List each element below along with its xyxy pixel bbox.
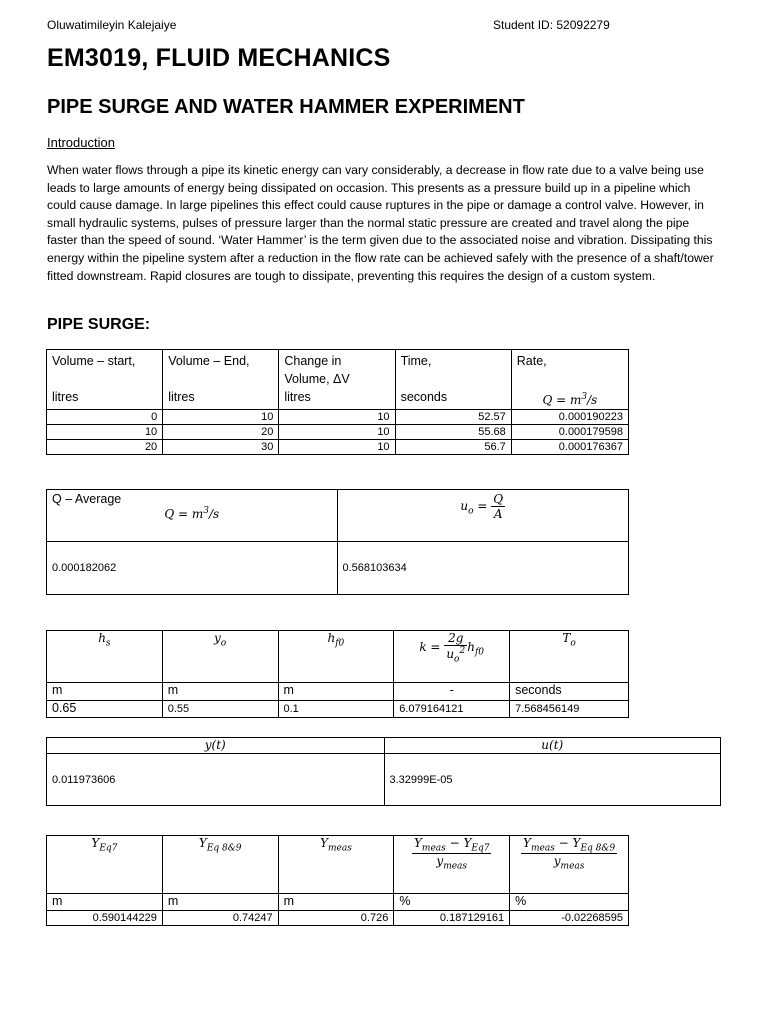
unit-cell: m	[162, 894, 278, 911]
y-t-value: 0.011973606	[47, 754, 385, 806]
table-cell: 0.000176367	[511, 440, 628, 455]
page-title: EM3019, FLUID MECHANICS	[47, 44, 391, 72]
col-rate	[511, 350, 628, 410]
error-eq89-header: $\frac{Y_{meas} - Y_{Eq 8\&9}}{y_{meas}}$	[510, 836, 629, 894]
value-cell: 0.726	[278, 911, 394, 926]
table-cell: 10	[279, 440, 395, 455]
u-t-value: 3.32999E-05	[384, 754, 721, 806]
hf0-header: $h_{f0}$	[278, 631, 394, 683]
intro-paragraph: When water flows through a pipe its kinetic energy can vary considerably, a decrease in flow rate due to a valve being use leads to large amounts of energy being dissipated on occasion. This presents as a pressure build up in a pipeline which could cause damage. In large pipelines this effect could cause ruptures in the pipe or damage a control valve. However, in small hydraulic systems, pulses of pressure larger than the normal static pressure are created and travel along the pipe faster than the speed of sound. ‘Water Hammer’ is the term given due to the associated noise and vibration. Dissipating this energy within the pipeline system after a reduction in the flow rate can be achieved safely with the presence of a shaft/tower fitted downstream. Rapid closures are tough to dissipate, preventing this requires the design of a custom system.	[47, 163, 714, 283]
col-rate-label: Rate,	[516, 354, 547, 368]
q-average-value: 0.000182062	[47, 542, 338, 595]
hs-header: $h_s$	[47, 631, 163, 683]
value-cell: 0.187129161	[394, 911, 510, 926]
u-t-header: u(t)	[384, 738, 721, 754]
surge-parameters-table	[46, 630, 629, 718]
q-units-formula: $Q = m^3/s$	[164, 506, 220, 521]
unit-cell: m	[278, 894, 394, 911]
y-eq89-header: $Y_{Eq 8\&9}$	[162, 836, 278, 894]
y-u-table	[46, 737, 721, 806]
y-eq7-header: $Y_{Eq7}$	[47, 836, 163, 894]
unit-cell: m	[47, 683, 163, 701]
unit-cell: %	[394, 894, 510, 911]
pipe-surge-table	[46, 349, 629, 455]
table-cell: 20	[47, 440, 163, 455]
unit-cell: m	[278, 683, 394, 701]
velocity-formula: $u_o$ = $\frac{Q}{A}$	[337, 490, 629, 542]
author-name: Oluwatimileyin Kalejaiye	[47, 18, 177, 32]
velocity-value: 0.568103634	[337, 542, 629, 595]
value-cell: 0.55	[162, 701, 278, 718]
y-meas-header: $Y_{meas}$	[278, 836, 394, 894]
col-change-volume-unit: litres	[284, 390, 311, 404]
col-volume-end	[163, 350, 279, 410]
value-cell: 0.1	[278, 701, 394, 718]
value-cell: 7.568456149	[510, 701, 629, 718]
unit-cell: %	[510, 894, 629, 911]
table-cell: 10	[163, 410, 279, 425]
col-volume-end-label: Volume – End,	[168, 354, 250, 368]
table-cell: 10	[279, 410, 395, 425]
col-volume-start-label: Volume – start,	[52, 354, 136, 368]
table-cell: 30	[163, 440, 279, 455]
unit-cell: -	[394, 683, 510, 701]
table-cell: 0.000179598	[511, 425, 628, 440]
table-cell: 20	[163, 425, 279, 440]
table-cell: 55.68	[395, 425, 511, 440]
table-cell: 56.7	[395, 440, 511, 455]
value-cell: 0.590144229	[47, 911, 163, 926]
unit-cell: m	[47, 894, 163, 911]
to-header: $T_o$	[510, 631, 629, 683]
q-average-label: Q – Average	[52, 492, 122, 506]
q-average-table	[46, 489, 629, 595]
table-cell: 10	[279, 425, 395, 440]
y-t-header: y(t)	[47, 738, 385, 754]
pipe-surge-heading: PIPE SURGE:	[47, 316, 151, 333]
col-time-label: Time,	[400, 354, 432, 368]
col-volume-start-unit: litres	[52, 390, 79, 404]
unit-cell: m	[162, 683, 278, 701]
unit-cell: seconds	[510, 683, 629, 701]
col-change-volume-label: Change in Volume, ΔV	[284, 354, 350, 386]
value-cell: 0.65	[47, 701, 163, 718]
intro-heading: Introduction	[47, 135, 115, 150]
value-cell: -0.02268595	[510, 911, 629, 926]
k-header: k = $\frac{2g}{u_o^2}$ $h_{f0}$	[394, 631, 510, 683]
page-subtitle: PIPE SURGE AND WATER HAMMER EXPERIMENT	[47, 96, 525, 118]
rate-formula: $Q = m^3/s$	[542, 392, 598, 407]
student-id: Student ID: 52092279	[493, 18, 610, 32]
value-cell: 0.74247	[162, 911, 278, 926]
col-time-unit: seconds	[400, 390, 448, 404]
y-comparison-table	[46, 835, 629, 926]
yo-header: $y_o$	[162, 631, 278, 683]
value-cell: 6.079164121	[394, 701, 510, 718]
col-time	[395, 350, 511, 410]
table-cell: 10	[47, 425, 163, 440]
error-eq7-header: $\frac{Y_{meas} - Y_{Eq7}}{y_{meas}}$	[394, 836, 510, 894]
col-volume-start	[47, 350, 163, 410]
col-change-volume	[279, 350, 395, 410]
q-average-header	[47, 490, 338, 542]
col-volume-end-unit: litres	[168, 390, 195, 404]
table-cell: 0	[47, 410, 163, 425]
table-cell: 52.57	[395, 410, 511, 425]
table-cell: 0.000190223	[511, 410, 628, 425]
